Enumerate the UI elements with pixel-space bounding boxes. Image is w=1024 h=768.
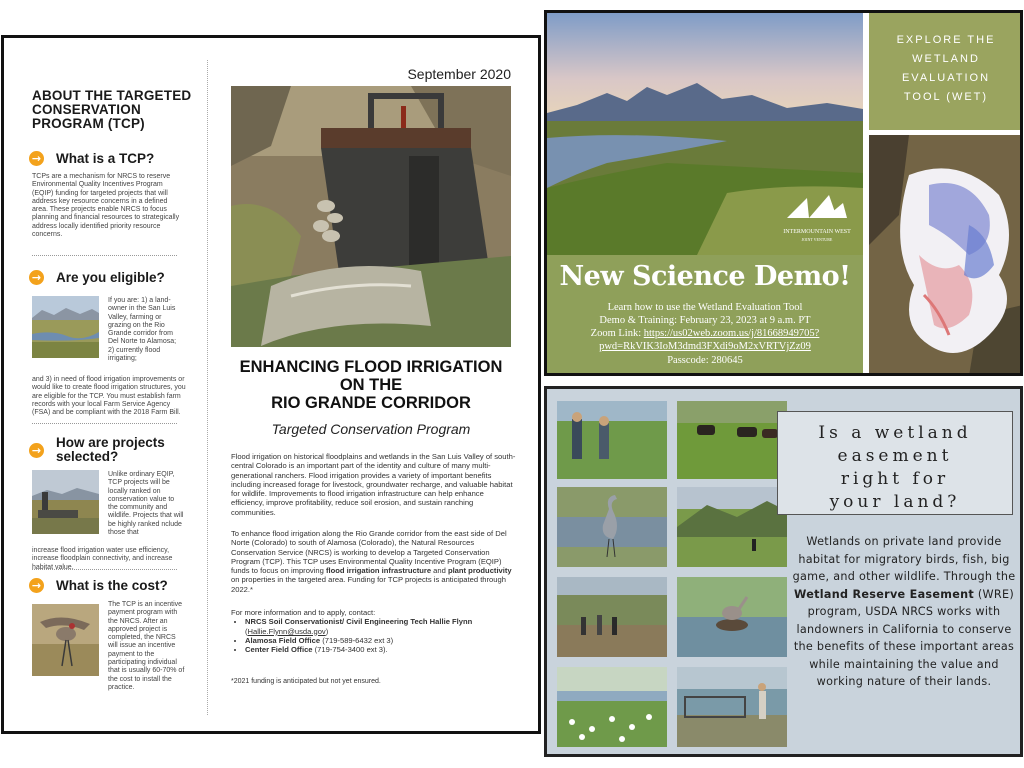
contact-name: Alamosa Field Office: [245, 635, 321, 645]
explore-line: EVALUATION: [901, 72, 991, 84]
about-title: ABOUT THE TARGETED CONSERVATION PROGRAM (TCP): [32, 88, 192, 131]
title-line: ON THE: [339, 376, 403, 394]
paragraph-2: [231, 529, 516, 594]
explore-text: [869, 31, 1023, 107]
explore-wet-box: [869, 13, 1023, 130]
explore-line: TOOL (WET): [903, 91, 989, 103]
zoom-line: [547, 327, 863, 340]
section-heading: What is the cost?: [56, 577, 168, 593]
explore-line: EXPLORE THE: [896, 34, 996, 46]
section-body: increase flood irrigation water use efficiency, increase floodplain connectivity, and increase habitat value.: [32, 547, 173, 571]
hillside-photo: [677, 487, 787, 567]
demo-headline: New Science Demo!: [559, 261, 851, 292]
email-link[interactable]: Hallie.Flynn@usda.gov: [247, 626, 326, 636]
logo-sub: JOINT VENTURE: [801, 237, 833, 242]
text: Wetlands on private land provide habitat for migratory birds, fish, big game, and other wildlife. Through the: [792, 535, 1016, 583]
section-cost: [29, 578, 168, 593]
title-line: easement: [837, 446, 953, 466]
section-heading: What is a TCP?: [56, 150, 155, 166]
section-eligible: [29, 270, 165, 285]
heron-photo: [557, 487, 667, 567]
bold-text: plant productivity: [447, 566, 512, 576]
section-heading: Are you eligible?: [56, 269, 165, 285]
crane-nest-photo: [677, 577, 787, 657]
logo-text: INTERMOUNTAIN WEST: [783, 229, 851, 235]
contact-name: NRCS Soil Conservationist/ Civil Engineering Tech Hallie Flynn: [245, 617, 473, 627]
section-side-text: The TCP is an incentive payment program with the NRCS. After an approved project is completed, the NRCS will issue an incentive payment to the participating individual that is usually 60-70% of the cost to install the practice.: [108, 601, 185, 691]
contact-name: Center Field Office: [245, 645, 313, 655]
explore-line: WETLAND: [912, 53, 980, 65]
title-line: Is a wetland: [818, 423, 972, 443]
passcode: Passcode: 280645: [667, 355, 743, 366]
section-body: and 3) in need of flood irrigation improvements or would like to create flood irrigation structures, you are eligible for the TCP. You must establish farm records with your local Farm Service Agency (FSA) and be compliant with the 2018 Farm Bill.: [32, 376, 186, 417]
section-side-text: If you are: 1) a land-owner in the San Luis Valley, farming or grazing on the Rio Grande corridor from Del Norte to Alamosa; 2) currently flood irrigating;: [108, 297, 177, 363]
question-title-box: [777, 411, 1013, 515]
wre-description: [791, 533, 1017, 691]
tcp-flyer: [1, 35, 541, 734]
divider: [32, 569, 177, 570]
title-line: ENHANCING FLOOD IRRIGATION: [239, 358, 503, 376]
valley-photo: [32, 296, 99, 358]
wildflowers-photo: [557, 667, 667, 747]
zoom-label: Zoom Link:: [590, 328, 644, 339]
tcp-main: [208, 38, 541, 731]
contact-list: [231, 608, 516, 654]
water-gate-photo: [32, 470, 99, 534]
contact-item: [245, 645, 516, 654]
section-body: TCPs are a mechanism for NRCS to reserve Environmental Quality Incentives Program (EQIP) funding for targeted projects that will address key resource concerns in a defined area. These projects enable NRCS to focus planning and financial resources to strategically address locally identified priority resource concerns.: [32, 173, 180, 239]
tcp-sidebar: [4, 38, 208, 731]
contact-item: [245, 636, 516, 645]
question-title: [778, 422, 1012, 514]
arrow-circle-icon: →: [29, 151, 44, 166]
zoom-link[interactable]: https://us02web.zoom.us/j/81668949705?: [643, 328, 820, 339]
bold-text: flood irrigation infrastructure: [325, 566, 432, 576]
gate-person-photo: [677, 667, 787, 747]
section-what-is-tcp: [29, 151, 154, 166]
arrow-circle-icon: →: [29, 578, 44, 593]
info-line: Learn how to use the Wetland Evaluation Tool: [607, 302, 803, 313]
arrow-circle-icon: →: [29, 443, 44, 458]
phone: (719-589-6432 ext 3): [322, 635, 394, 645]
text: (WRE) program, USDA NRCS works with landowners in California to conserve the benefits of these important areas while maintaining the value and working nature of their lands.: [793, 587, 1015, 688]
wetland-landscape-photo: [547, 13, 863, 255]
flyer-subtitle: Targeted Conservation Program: [271, 421, 471, 437]
info-line: Demo & Training: February 23, 2023 at 9 a.m. PT: [599, 315, 811, 326]
text: and: [431, 566, 448, 576]
text: To enhance flood irrigation along the Rio Grande corridor from the east side of Del Norte (Colorado) to south of Alamosa (Colorado), the Natural Resources Conservation Service (NRCS) is working to develop a Targeted Conservation Program (TCP). This TCP uses Environmental Quality Incentive Program (EQIP) funds to focus on improving: [231, 529, 507, 576]
cattle-photo: [677, 401, 787, 479]
divider: [32, 255, 177, 256]
section-selected: [29, 436, 181, 464]
contact-item: • NRCS Soil Conservationist/ Civil Engineering Tech Hallie Flynn (Hallie.Flynn@usda.gov): [245, 617, 516, 636]
zoom-link[interactable]: pwd=RkVIK3IoM3dmd3FXdi9oM2xVRTVjZz09: [599, 341, 811, 352]
wetland-map-image: [869, 135, 1023, 376]
zoom-line: [547, 340, 863, 353]
title-line: right for: [840, 469, 950, 489]
crane-photo: [32, 604, 99, 676]
title-line: RIO GRANDE CORRIDOR: [271, 394, 471, 412]
text: on properties in the targeted area. Funding for TCP projects is anticipated through 2022.*: [231, 575, 506, 594]
bold-text: Wetland Reserve Easement: [793, 587, 975, 601]
section-side-text: Unlike ordinary EQIP, TCP projects will be locally ranked on conservation value to the community and wildlife. Projects that will be highly ranked nclude those that: [108, 471, 184, 537]
title-line: your land?: [829, 492, 961, 512]
irrigation-headgate-photo: [231, 86, 511, 347]
footnote: *2021 funding is anticipated but not yet ensured.: [231, 678, 381, 685]
wre-flyer: [544, 386, 1023, 757]
arrow-circle-icon: →: [29, 270, 44, 285]
field-people-photo: [557, 577, 667, 657]
issue-date: September 2020: [407, 66, 511, 82]
wet-demo-flyer: [544, 10, 1023, 376]
contact-intro: For more information and to apply, contact:: [231, 608, 376, 617]
phone: (719-754-3400 ext 3).: [314, 645, 388, 655]
section-heading: How are projects selected?: [56, 435, 165, 464]
flyer-title: [228, 358, 514, 412]
paragraph-1: Flood irrigation on historical floodplains and wetlands in the San Luis Valley of south-central Colorado is an important part of the identity and culture of many multi-generational ranchers. Flood irrigation provides a variety of important benefits including increased forage for livestock, groundwater recharge, and valuable habitat for wildlife. Improvements to flood irrigation infrastructure can help enhance efficiency, improve profitability, reduce soil erosion, and sustain ranching communities.: [231, 452, 516, 517]
ranchers-photo: [557, 401, 667, 479]
divider: [32, 423, 177, 424]
